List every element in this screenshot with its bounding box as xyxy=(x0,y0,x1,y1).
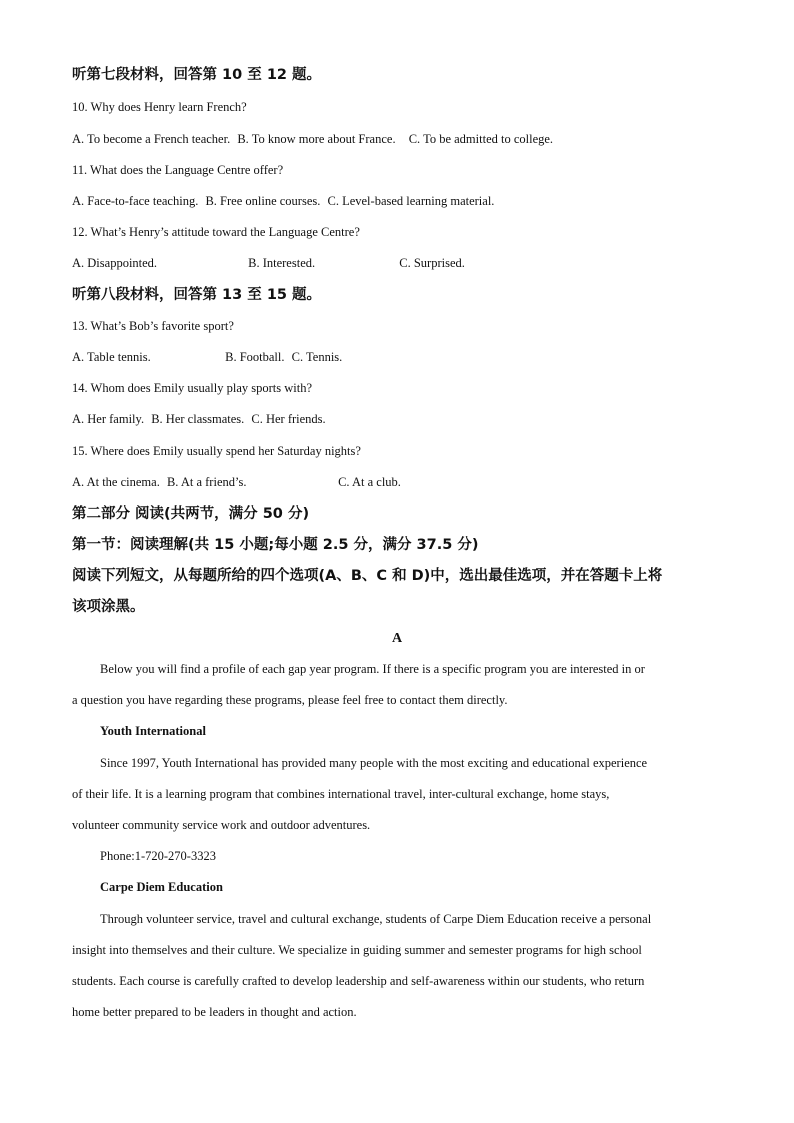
option-a: A. Her family. xyxy=(72,412,145,426)
passage-intro-line-2: a question you have regarding these programs, please feel free to contact them directly. xyxy=(72,693,508,707)
option-c: C. To be admitted to college. xyxy=(408,132,554,146)
question-12: 12. What’s Henry’s attitude toward the Language Centre? xyxy=(72,225,360,239)
question-10-options xyxy=(72,131,553,147)
question-10: 10. Why does Henry learn French? xyxy=(72,100,247,114)
option-a: A. Table tennis. xyxy=(72,350,151,364)
instruction-line-2: 该项涂黑。 xyxy=(72,599,145,615)
option-a: A. Face-to-face teaching. xyxy=(72,194,199,208)
paragraph-line: Since 1997, Youth International has provided many people with the most exciting and educational experience xyxy=(100,756,648,770)
question-13-options xyxy=(72,349,342,365)
section-heading-listen8: 听第八段材料，回答第 13 至 15 题。 xyxy=(72,287,322,303)
option-b: B. To know more about France. xyxy=(237,132,396,146)
section-heading-listen7: 听第七段材料，回答第 10 至 12 题。 xyxy=(72,67,322,83)
paragraph-line: students. Each course is carefully crafted to develop leadership and self-awareness within our students, who return xyxy=(72,974,645,988)
option-b: B. At a friend’s. xyxy=(166,475,247,489)
option-c: C. Level-based learning material. xyxy=(327,194,495,208)
question-13: 13. What’s Bob’s favorite sport? xyxy=(72,319,234,333)
instruction-line-1: 阅读下列短文，从每题所给的四个选项(A、B、C 和 D)中，选出最佳选项，并在答题卡上将 xyxy=(72,568,663,584)
paragraph-line: insight into themselves and their culture. We specialize in guiding summer and semester programs for high school xyxy=(72,943,642,957)
option-c: C. At a club. xyxy=(338,475,401,489)
paragraph-line: Through volunteer service, travel and cultural exchange, students of Carpe Diem Education receive a personal xyxy=(100,912,652,926)
option-a: A. To become a French teacher. xyxy=(72,132,231,146)
option-c: C. Tennis. xyxy=(291,350,343,364)
passage-intro-line-1: Below you will find a profile of each gap year program. If there is a specific program you are interested in or xyxy=(100,662,645,676)
paragraph-line: home better prepared to be leaders in thought and action. xyxy=(72,1005,357,1019)
program-title-youth-international: Youth International xyxy=(100,724,206,738)
option-b: B. Interested. xyxy=(248,256,316,270)
option-c: C. Surprised. xyxy=(399,256,465,270)
option-a: A. Disappointed. xyxy=(72,256,158,270)
program-title-carpe-diem: Carpe Diem Education xyxy=(100,880,223,894)
passage-label: A xyxy=(391,631,403,646)
option-a: A. At the cinema. xyxy=(72,475,160,489)
paragraph-line: volunteer community service work and outdoor adventures. xyxy=(72,818,371,832)
paragraph-line: of their life. It is a learning program that combines international travel, inter-cultural exchange, home stays, xyxy=(72,787,610,801)
option-c: C. Her friends. xyxy=(251,412,326,426)
question-15-options xyxy=(72,474,401,490)
question-11: 11. What does the Language Centre offer? xyxy=(72,163,284,177)
section-heading-part2-sec1: 第一节：阅读理解(共 15 小题;每小题 2.5 分，满分 37.5 分) xyxy=(72,537,479,553)
option-b: B. Her classmates. xyxy=(151,412,245,426)
option-b: B. Free online courses. xyxy=(205,194,321,208)
question-11-options xyxy=(72,193,494,209)
section-heading-part2: 第二部分 阅读(共两节，满分 50 分) xyxy=(72,506,310,522)
question-12-options xyxy=(72,255,465,271)
question-14: 14. Whom does Emily usually play sports with? xyxy=(72,381,313,395)
question-15: 15. Where does Emily usually spend her Saturday nights? xyxy=(72,444,361,458)
question-14-options xyxy=(72,411,326,427)
option-b: B. Football. xyxy=(225,350,285,364)
phone-number: Phone:1-720-270-3323 xyxy=(100,849,216,863)
